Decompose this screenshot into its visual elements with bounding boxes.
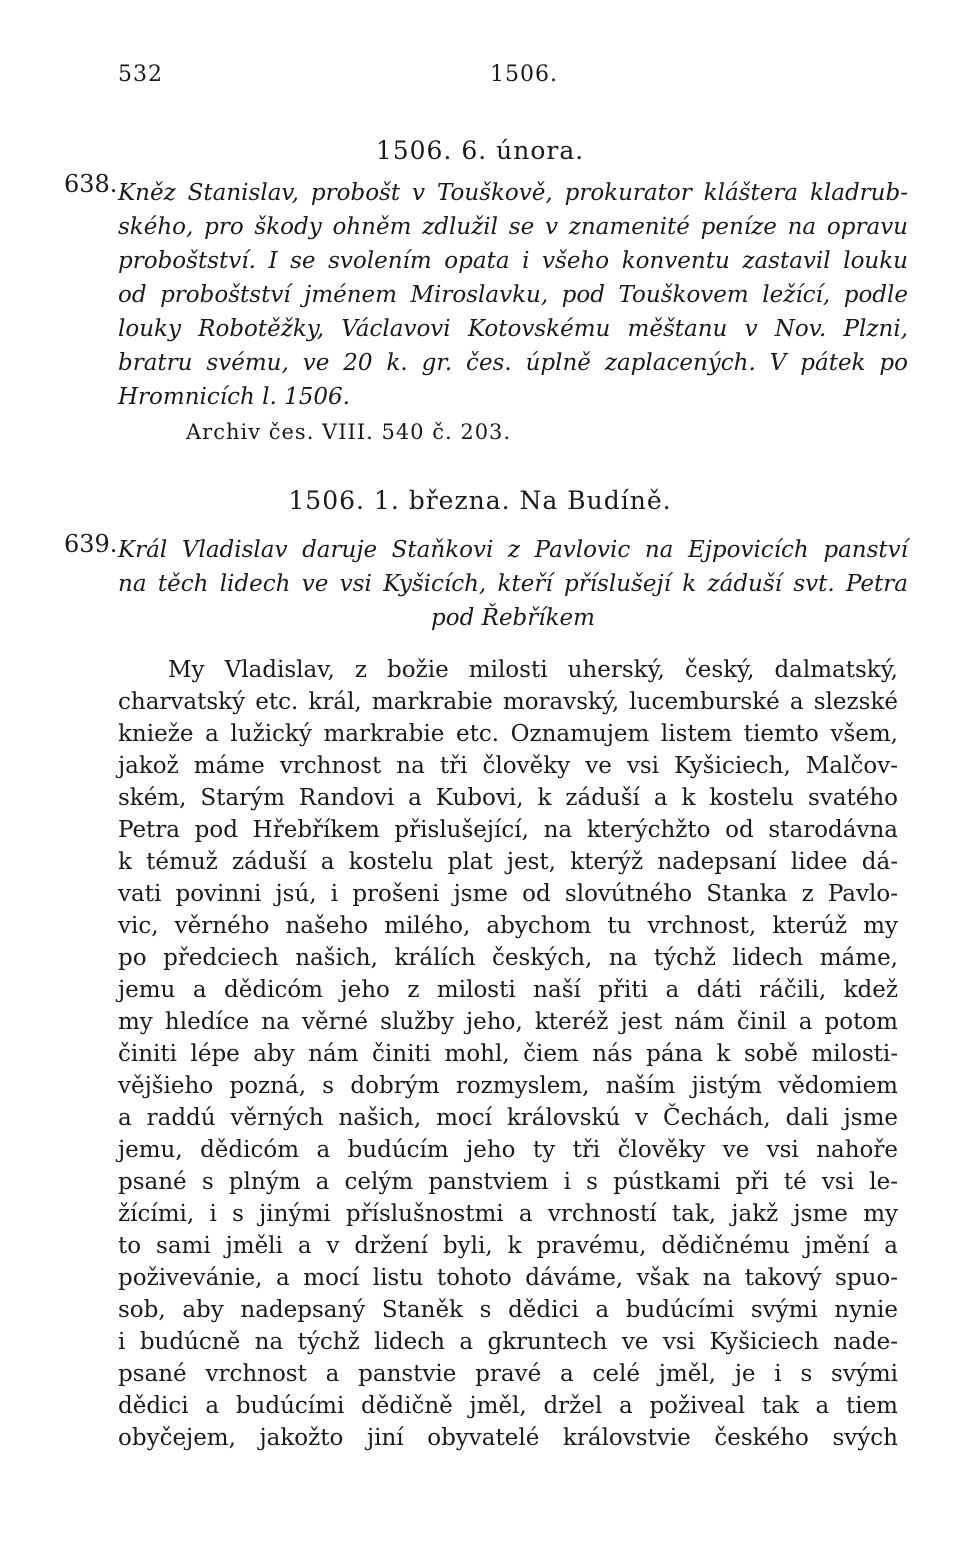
doc-639-text xyxy=(118,654,898,1454)
regest-line: Hromnicích l. 1506. xyxy=(118,384,350,410)
text-line: činiti lépe aby nám činiti mohl, čiem nás pána k sobě milosti- xyxy=(118,1041,898,1067)
regest-line: pod Řebříkem xyxy=(431,605,595,631)
regest-line: Král Vladislav daruje Staňkovi z Pavlovic na Ejpovicích panství xyxy=(118,537,908,563)
text-line: po předciech našich, králích českých, na týchž lidech máme, xyxy=(118,945,898,971)
doc-639-number: 639. xyxy=(64,530,118,558)
text-line: vati povinni jsú, i prošeni jsme od slovútného Stanka z Pavlo- xyxy=(118,881,898,907)
text-line: Petra pod Hřebříkem přislušející, na kterýchžto od starodávna xyxy=(118,817,898,843)
regest-line: Kněz Stanislav, probošt v Touškově, prokurator kláštera kladrub- xyxy=(118,180,908,206)
text-line: charvatský etc. král, markrabie moravský, lucemburské a slezské xyxy=(118,689,898,715)
text-line: vic, věrného našeho milého, abychom tu vrchnost, kterúž my xyxy=(118,913,898,939)
text-line: to sami jměli a v držení byli, k pravému, dědičnému jmění a xyxy=(118,1233,898,1259)
text-line: i budúcně na týchž lidech a gkruntech ve vsi Kyšiciech nade- xyxy=(118,1329,898,1355)
text-line: k témuž záduší a kostelu plat jest, kterýž nadepsaní lidee dá- xyxy=(118,849,898,875)
regest-line: proboštství. I se svolením opata i všeho konventu zastavil louku xyxy=(118,248,908,274)
text-line: sob, aby nadepsaný Staněk s dědici a budúcími svými nynie xyxy=(118,1297,898,1323)
text-line: vějšieho pozná, s dobrým rozmyslem, naším jistým vědomiem xyxy=(118,1073,898,1099)
regest-line: louky Robotěžky, Václavovi Kotovskému měštanu v Nov. Plzni, xyxy=(118,316,908,342)
text-line: my hledíce na věrné služby jeho, kteréž jest nám činil a potom xyxy=(118,1009,898,1035)
running-head: 1506. xyxy=(490,62,558,87)
text-line: poživevánie, a mocí listu tohoto dáváme, však na takový spuo- xyxy=(118,1265,898,1291)
text-line: jemu a dědicóm jeho z milosti naší přiti a dáti ráčili, kdež xyxy=(118,977,898,1003)
doc-638-source: Archiv čes. VIII. 540 č. 203. xyxy=(186,420,512,444)
text-line: jemu, dědicóm a budúcím jeho ty tři člověky ve vsi nahoře xyxy=(118,1137,898,1163)
doc-638-number: 638. xyxy=(64,170,118,198)
regest-line: bratru svému, ve 20 k. gr. čes. úplně zaplacených. V pátek po xyxy=(118,350,908,376)
text-line: knieže a lužický markrabie etc. Oznamujem listem tiemto všem, xyxy=(118,721,898,747)
regest-line: ského, pro škody ohněm zdlužil se v znamenité peníze na opravu xyxy=(118,214,908,240)
text-line: dědici a budúcími dědičně jměl, držel a poživeal tak a tiem xyxy=(118,1393,898,1419)
doc-638-regest xyxy=(118,176,908,414)
text-line: jakož máme vrchnost na tři člověky ve vsi Kyšiciech, Malčov- xyxy=(118,753,898,779)
doc-638-date: 1506. 6. února. xyxy=(375,136,585,165)
text-line: žícími, i s jinými příslušnostmi a vrchností tak, jakž jsme my xyxy=(118,1201,898,1227)
text-line: psané vrchnost a panstvie pravé a celé jměl, je i s svými xyxy=(118,1361,898,1387)
text-line: psané s plným a celým panstviem i s pústkami při té vsi le- xyxy=(118,1169,898,1195)
regest-line: od proboštství jménem Miroslavku, pod Touškovem ležící, podle xyxy=(118,282,908,308)
text-line: a raddú věrných našich, mocí královskú v Čechách, dali jsme xyxy=(118,1105,898,1131)
text-line: ském, Starým Randovi a Kubovi, k záduší a k kostelu svatého xyxy=(118,785,898,811)
text-line: obyčejem, jakožto jiní obyvatelé královstvie českého svých xyxy=(118,1425,898,1451)
doc-639-date: 1506. 1. března. Na Budíně. xyxy=(288,486,672,515)
page-header xyxy=(118,62,900,92)
regest-line: na těch lidech ve vsi Kyšicích, kteří příslušejí k záduší svt. Petra xyxy=(118,571,908,597)
text-line: My Vladislav, z božie milosti uherský, český, dalmatský, xyxy=(168,657,898,683)
doc-639-regest xyxy=(118,533,908,635)
page-number: 532 xyxy=(118,62,163,87)
